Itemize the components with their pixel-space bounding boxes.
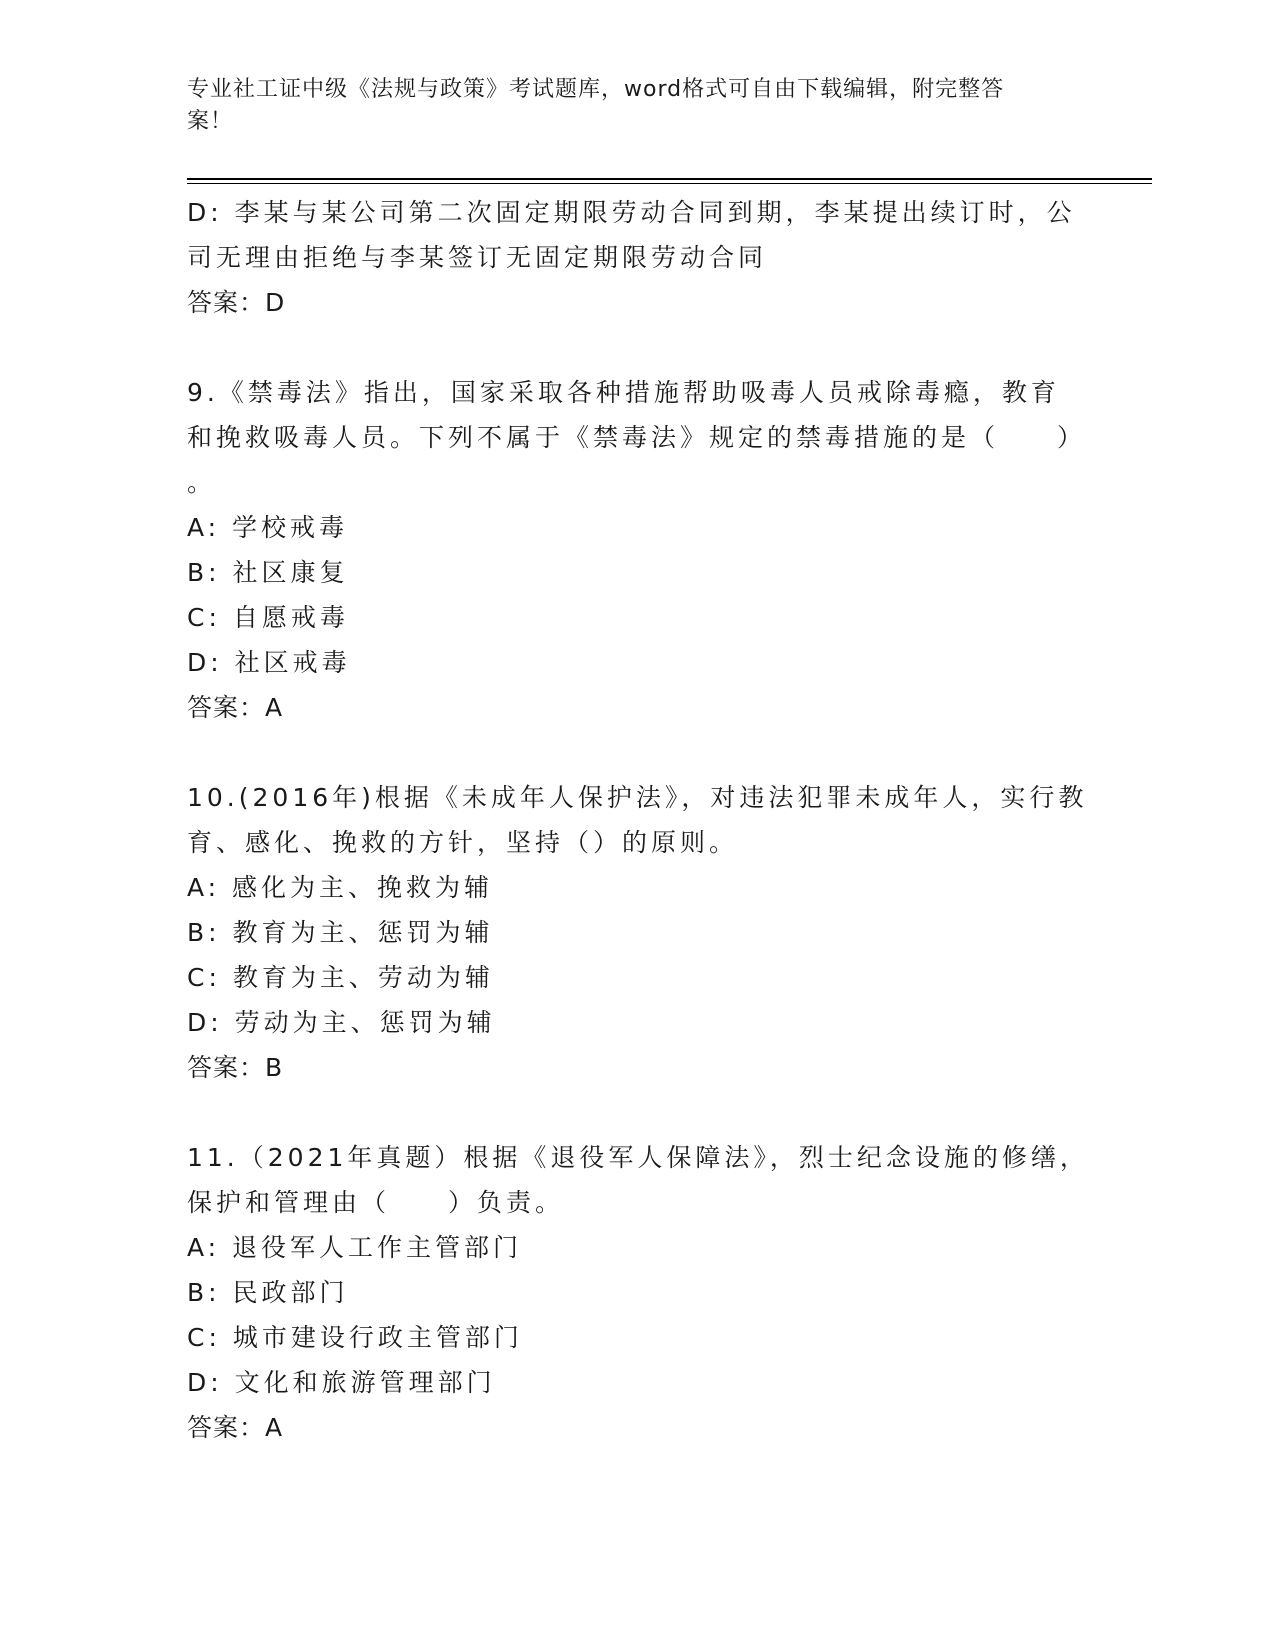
answer-line: 答案：A (187, 1413, 284, 1442)
question-stem-line-1: 9.《禁毒法》指出，国家采取各种措施帮助吸毒人员戒除毒瘾，教育 (187, 378, 1060, 407)
option-c: C: 教育为主、劳动为辅 (187, 963, 494, 992)
spacer (187, 325, 1087, 370)
option-b: B: 民政部门 (187, 1278, 349, 1307)
question-stem-line-1: 10.(2016年)根据《未成年人保护法》，对违法犯罪未成年人，实行教 (187, 783, 1088, 812)
header-line-2: 案！ (187, 109, 234, 134)
question-content (187, 190, 1087, 1450)
header-divider-thin (187, 183, 1152, 184)
option-d-line-1: D: 李某与某公司第二次固定期限劳动合同到期，李某提出续订时，公 (187, 198, 1076, 227)
option-d: D: 劳动为主、惩罚为辅 (187, 1008, 496, 1037)
page-header (187, 74, 1067, 138)
question-stem-line-3: 。 (187, 468, 217, 497)
option-c: C: 城市建设行政主管部门 (187, 1323, 523, 1352)
spacer (187, 730, 1087, 775)
question-11 (187, 1135, 1087, 1450)
question-9 (187, 370, 1087, 730)
option-b: B: 教育为主、惩罚为辅 (187, 918, 494, 947)
answer-line: 答案：B (187, 1053, 284, 1082)
prev-question-block (187, 190, 1087, 325)
option-c: C: 自愿戒毒 (187, 603, 349, 632)
option-a: A: 退役军人工作主管部门 (187, 1233, 523, 1262)
question-stem-line-2: 和挽救吸毒人员。下列不属于《禁毒法》规定的禁毒措施的是（ ） (187, 423, 1087, 452)
answer-line: 答案：A (187, 693, 284, 722)
spacer (187, 1090, 1087, 1135)
question-10 (187, 775, 1087, 1090)
question-stem-line-2: 保护和管理由（ ）负责。 (187, 1188, 565, 1217)
header-divider-thick (187, 178, 1152, 180)
option-d-line-2: 司无理由拒绝与李某签订无固定期限劳动合同 (187, 243, 768, 272)
option-a: A: 感化为主、挽救为辅 (187, 873, 494, 902)
question-stem-line-2: 育、感化、挽救的方针，坚持（）的原则。 (187, 828, 739, 857)
option-d: D: 文化和旅游管理部门 (187, 1368, 496, 1397)
answer-line: 答案：D (187, 288, 286, 317)
question-stem-line-1: 11.（2021年真题）根据《退役军人保障法》，烈士纪念设施的修缮， (187, 1143, 1089, 1172)
option-b: B: 社区康复 (187, 558, 349, 587)
header-line-1: 专业社工证中级《法规与政策》考试题库，word格式可自由下载编辑，附完整答 (187, 77, 1005, 102)
option-d: D: 社区戒毒 (187, 648, 351, 677)
option-a: A: 学校戒毒 (187, 513, 349, 542)
